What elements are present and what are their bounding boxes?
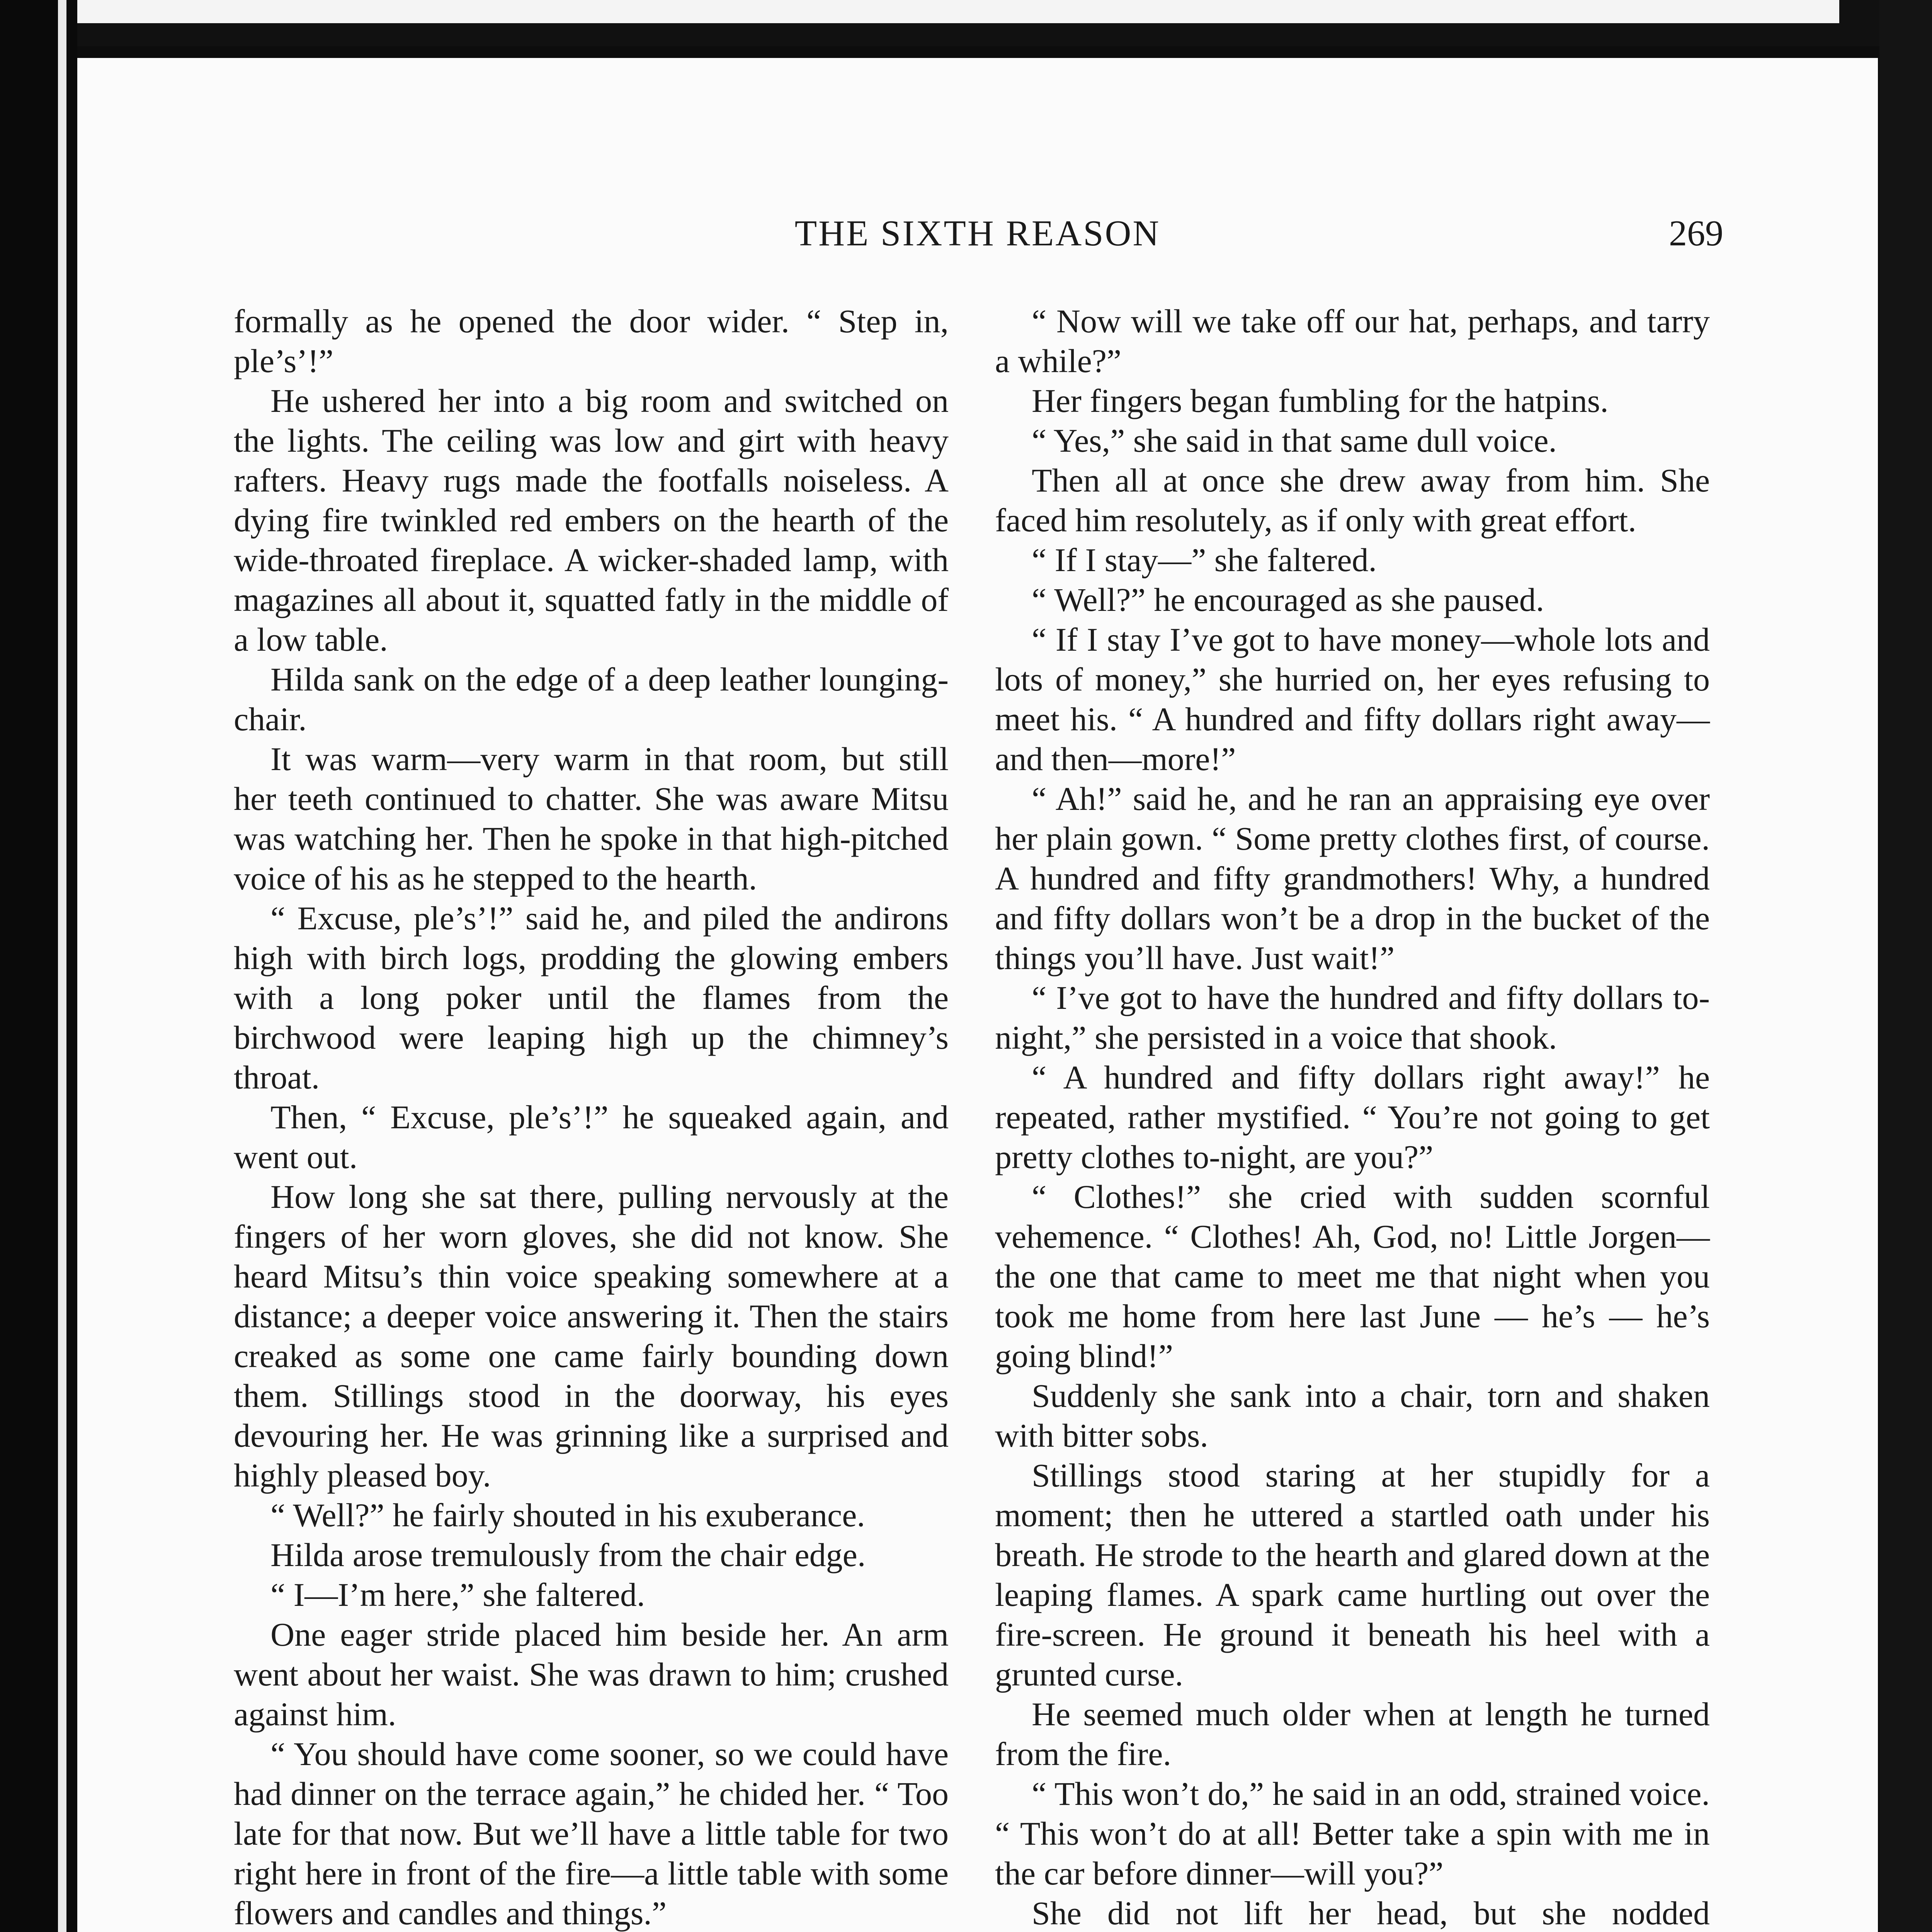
paragraph: Then, “ Excuse, ple’s’!” he squeaked again, and went out. <box>234 1099 949 1175</box>
paragraph: “ Yes,” she said in that same dull voice. <box>1032 422 1557 459</box>
book-page <box>77 58 1878 1932</box>
paragraph: “ Well?” he encouraged as she paused. <box>1032 581 1544 618</box>
scan-right-border <box>1879 0 1932 1932</box>
paragraph: “ A hundred and fifty dollars right away!” he repeated, rather mystified. “ You’re not going to get pretty clothes to-night, are you?” <box>995 1059 1710 1175</box>
paragraph: “ I—I’m here,” she faltered. <box>270 1576 645 1613</box>
left-text-column <box>234 301 949 1932</box>
paragraph: “ Excuse, ple’s’!” said he, and piled the andirons high with birch logs, prodding the glowing embers with a long poker until the flames from the birchwood were leaping high up the chimney’s throat. <box>234 900 949 1096</box>
running-title: THE SIXTH REASON <box>794 213 1161 253</box>
paragraph: He ushered her into a big room and switched on the lights. The ceiling was low and girt with heavy rafters. Heavy rugs made the footfalls noiseless. A dying fire twinkled red embers on the hearth of the wide-throated fireplace. A wicker-shaded lamp, with magazines all about it, squatted fatly in the middle of a low table. <box>234 382 949 658</box>
right-text-column <box>995 301 1710 1932</box>
paragraph: formally as he opened the door wider. “ Step in, ple’s’!” <box>234 303 949 379</box>
paragraph: It was warm—very warm in that room, but still her teeth continued to chatter. She was aware Mitsu was watching her. Then he spoke in that high-pitched voice of his as he stepped to the hearth. <box>234 740 949 897</box>
paragraph: “ This won’t do,” he said in an odd, strained voice. “ This won’t do at all! Better take a spin with me in the car before dinner—will you?” <box>995 1775 1710 1892</box>
paragraph: “ I’ve got to have the hundred and fifty dollars to-night,” she persisted in a voice that shook. <box>995 979 1710 1056</box>
paragraph: “ Well?” he fairly shouted in his exuberance. <box>270 1497 865 1534</box>
paragraph: “ Now will we take off our hat, perhaps, and tarry a while?” <box>995 303 1710 379</box>
paragraph: “ Clothes!” she cried with sudden scornful vehemence. “ Clothes! Ah, God, no! Little Jorgen—the one that came to meet me that night when you took me home from here last June — he’s — he’s going blind!” <box>995 1178 1710 1374</box>
paragraph: “ If I stay I’ve got to have money—whole lots and lots of money,” she hurried on, her eyes refusing to meet his. “ A hundred and fifty dollars right away—and then—more!” <box>995 621 1710 777</box>
paragraph: “ You should have come sooner, so we could have had dinner on the terrace again,” he chided her. “ Too late for that now. But we’ll have a little table for two right here in front of the fire—a little table with some flowers and candles and things.” <box>234 1735 949 1932</box>
paragraph: “ If I stay—” she faltered. <box>1032 541 1377 578</box>
paragraph: One eager stride placed him beside her. An arm went about her waist. She was drawn to him; crushed against him. <box>234 1616 949 1733</box>
paragraph: He seemed much older when at length he turned from the fire. <box>995 1696 1710 1772</box>
page-number: 269 <box>1669 213 1723 253</box>
paragraph: Stillings stood staring at her stupidly for a moment; then he uttered a startled oath under his breath. He strode to the hearth and glared down at the leaping flames. A spark came hurtling out over the fire-screen. He ground it beneath his heel with a grunted curse. <box>995 1457 1710 1693</box>
paragraph: Her fingers began fumbling for the hatpins. <box>1032 382 1609 419</box>
paragraph: How long she sat there, pulling nervously at the fingers of her worn gloves, she did not know. She heard Mitsu’s thin voice speaking somewhere at a distance; a deeper voice answering it. Then the stairs creaked as some one came fairly bounding down them. Stillings stood in the doorway, his eyes devouring her. He was grinning like a surprised and highly pleased boy. <box>234 1178 949 1494</box>
paragraph: “ Ah!” said he, and he ran an appraising eye over her plain gown. “ Some pretty clothes first, of course. A hundred and fifty grandmothers! Why, a hundred and fifty dollars won’t be a drop in the bucket of the things you’ll have. Just wait!” <box>995 780 1710 976</box>
paragraph: Hilda sank on the edge of a deep leather lounging-chair. <box>234 661 949 738</box>
paragraph: Then all at once she drew away from him. She faced him resolutely, as if only with great effort. <box>995 462 1710 539</box>
paragraph: She did not lift her head, but she nodded <box>1032 1895 1710 1932</box>
page-edge-line <box>58 0 66 1932</box>
running-header <box>77 213 1878 267</box>
previous-page-sliver <box>77 0 1839 23</box>
paragraph: Suddenly she sank into a chair, torn and shaken with bitter sobs. <box>995 1377 1710 1454</box>
paragraph: Hilda arose tremulously from the chair edge. <box>270 1536 866 1573</box>
